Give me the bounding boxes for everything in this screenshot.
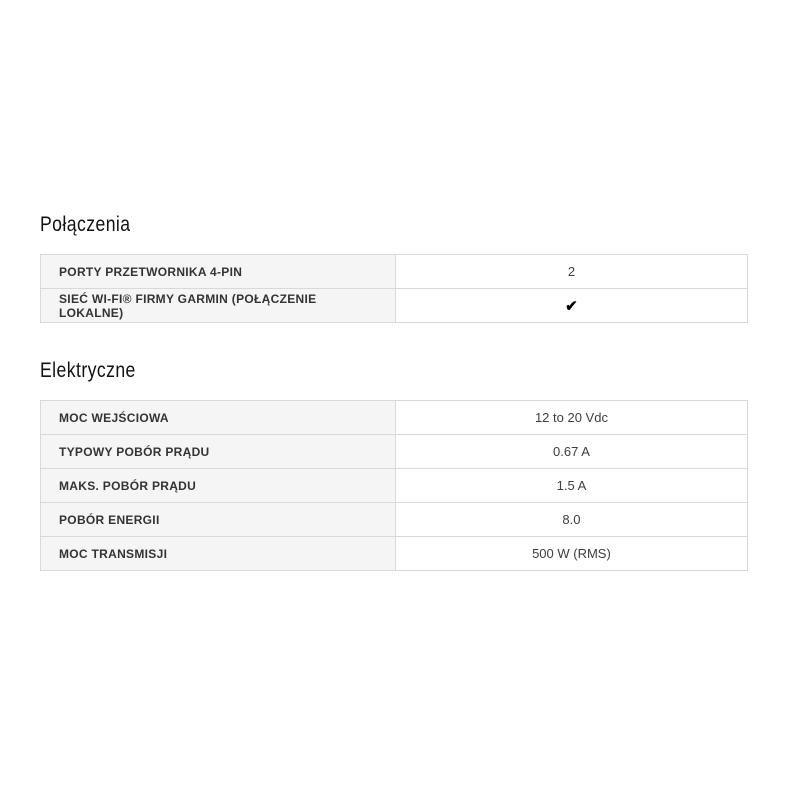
spec-section (40, 359, 748, 571)
section-title: Połączenia (40, 213, 131, 236)
spec-value: 8.0 (395, 503, 747, 537)
spec-table (40, 400, 748, 571)
spec-label: MAKS. POBÓR PRĄDU (41, 469, 396, 503)
section-title: Elektryczne (40, 359, 136, 382)
spec-table (40, 254, 748, 323)
spec-label: MOC WEJŚCIOWA (41, 401, 396, 435)
spec-label: PORTY PRZETWORNIKA 4-PIN (41, 255, 396, 289)
spec-label: TYPOWY POBÓR PRĄDU (41, 435, 396, 469)
spec-row (41, 503, 748, 537)
spec-section (40, 213, 748, 323)
spec-label: MOC TRANSMISJI (41, 537, 396, 571)
spec-row (41, 537, 748, 571)
spec-row (41, 469, 748, 503)
spec-value: 500 W (RMS) (395, 537, 747, 571)
spec-row (41, 255, 748, 289)
spec-row (41, 435, 748, 469)
product-specs (40, 213, 748, 607)
spec-label: SIEĆ WI-FI® FIRMY GARMIN (POŁĄCZENIE LOKALNE) (41, 289, 396, 323)
spec-label: POBÓR ENERGII (41, 503, 396, 537)
spec-value: 1.5 A (395, 469, 747, 503)
spec-value: 12 to 20 Vdc (395, 401, 747, 435)
spec-value: 0.67 A (395, 435, 747, 469)
spec-row (41, 401, 748, 435)
spec-row (41, 289, 748, 323)
spec-value: 2 (395, 255, 747, 289)
checkmark-icon: ✔ (395, 289, 747, 323)
